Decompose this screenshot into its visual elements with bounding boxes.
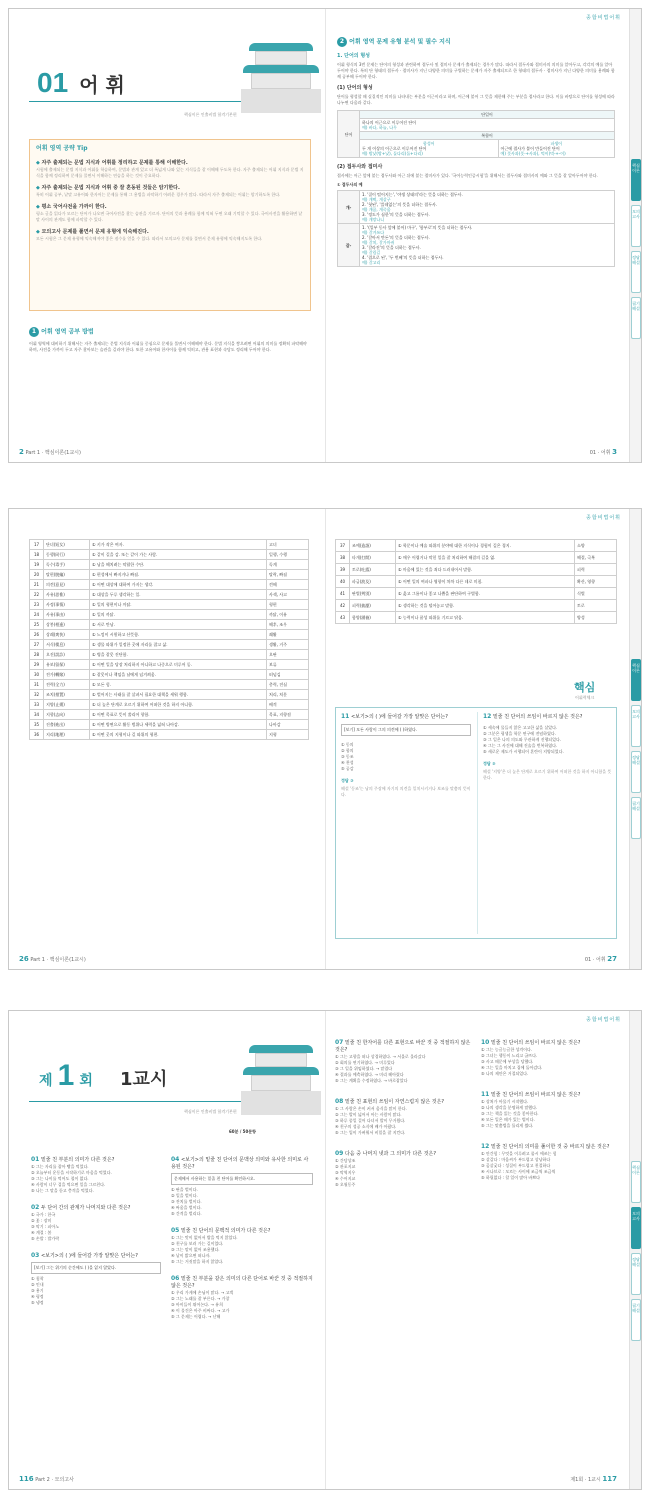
page-spread-1 <box>8 8 642 463</box>
test-subtitle: 핵심이론 인출비법 합격기본편 <box>184 1109 237 1114</box>
vocab-cell-word: 동행(同行) <box>44 550 90 560</box>
sidebar-tab[interactable]: 핵심이론 <box>631 159 641 201</box>
vocab-cell-rel: 토로 <box>575 600 617 612</box>
vocab-cell-rel: 사색, 사고 <box>267 590 309 600</box>
check-diamond-icon: ◆ <box>36 229 42 235</box>
vocab-cell-no: 27 <box>30 640 44 650</box>
vocab-cell-def: ① 일의 까닭. <box>90 610 267 620</box>
vocab-cell-rel: 쾌활 <box>267 630 309 640</box>
vocab-cell-word: 전가(轉嫁) <box>44 670 90 680</box>
vocab-cell-no: 30 <box>30 670 44 680</box>
table-row: 개- 1. '질이 떨어지는', '야생 상태의'라는 뜻을 더하는 접두사. 예) 개떡, 개살구 2. '헛된', '쓸데없는'의 뜻을 더하는 접두사. 예) 개꿈, 개죽음 3. '정도가 심한'의 뜻을 더하는 접두사. 예) 개망나니 <box>338 191 615 224</box>
subsection-body: 어휘 형식의 3번 문제는 단어의 형성과 관련하여 접두사 및 접미사 문제가 출제되는 경우가 많다. 따라서 접두사와 접미사의 의미를 알아두고, 각각의 예를 알아 두어야 한다. 특히 단 형태의 접두사 · 접미사가 지닌 다양한 의미를 구별하는 문제가 자주 출제되므로 한 형태의 접두사 · 접미사가 지닌 다양한 의미를 용례와 함께 공부해 두어야 한다. <box>337 62 615 79</box>
table-row <box>30 680 309 690</box>
sidebar-tab[interactable]: 필기해설 <box>631 297 641 339</box>
footer-right: 01 · 어휘 27 <box>584 955 617 963</box>
vocab-cell-word: 판별(判別) <box>350 588 396 600</box>
gutter <box>325 1011 326 1489</box>
vocab-cell-no: 43 <box>336 612 350 624</box>
subsection-title: (1) 단어의 형성 <box>337 85 373 91</box>
vocab-cell-def: ① 어떤 일의 여파나 영향이 차차 다른 데로 미침. <box>396 576 575 588</box>
sidebar-tab[interactable]: 모의고사 <box>631 705 641 747</box>
time-info: 60분 / 50문항 <box>229 1129 256 1134</box>
vocab-cell-def: ① 매우 어렵거나 막힌 일을 잘 처리하여 해결의 길을 엶. <box>396 552 575 564</box>
question-04: 04 <보기>의 밑줄 친 단어의 문맥상 의미와 유사한 의미로 사용된 것은? 문제에서 사용하는 밑줄 친 단어를 확인하시오. ① 판을 벌이다. ② 일을 벌이다. ③ 잔치를 벌이다. ④ 싸움을 벌이다. ⑤ 간격을 벌리다. <box>171 1156 313 1217</box>
vocab-cell-def: ① 어떤 대상에 대하여 가지는 생각. <box>90 580 267 590</box>
table-row <box>30 730 309 740</box>
chapter-heading <box>37 67 125 99</box>
tip-item: ◆ 자주 출제되는 문법 지식과 어휘 중 잘 혼동된 것들은 암기한다. 특히 어휘 공부, 낱말 고유어와 한자어는 문제를 통해 그 용법을 파악하기 어려운 경우가 많다. 따라서 자주 출제되는 어휘는 암기하도록 한다. <box>36 185 281 197</box>
header-tag: 종합비법어휘 <box>586 1017 621 1023</box>
vocab-cell-no: 17 <box>30 540 44 550</box>
vocab-cell-word: 단녀(短女) <box>44 540 90 550</box>
vocab-cell-rel: 소양 <box>575 540 617 552</box>
tip-item: ◆ 모의고사 문제를 풀면서 문제 유형에 익숙해진다. 모든 시험은 그 문제 유형에 익숙해져야 좋은 점수를 얻을 수 있다. 따라서 모의고사 문제를 풀면서 문제 유형에 익숙해지도록 한다. <box>36 229 263 241</box>
table-row <box>30 650 309 660</box>
vocab-cell-no: 19 <box>30 560 44 570</box>
vocab-cell-def: ① 벌어지는 사태를 잘 살펴서 필요한 대책을 세워 행함. <box>90 690 267 700</box>
word-formation-table: 단어 단일어 하나의 어근으로 이루어진 단어 예) 바다, 하늘, 나무 복합어 합성어 두 개 이상의 어근으로 이루어진 단어 예) 밤낮(밤+낮), 돌다리(돌+다리) 파생어 어근에 접사가 붙어 만들어진 단어 예) 풋사과(풋-+사과), 먹이(먹-+-이) <box>337 110 615 158</box>
page-spread-2 <box>8 508 642 970</box>
table-row <box>336 588 617 600</box>
vocab-cell-no: 18 <box>30 550 44 560</box>
subsection-title: 1. 단어의 형성 <box>337 53 371 59</box>
method-body: 어휘 영역에 대비하기 위해서는 자주 출제되는 문법 지식과 어휘를 중심으로 문제를 풀면서 이해해야 한다. 문법 지식을 쌓으려면 어휘의 의미를 정확히 파악해야 하며, 사전을 가까이 두고 자주 찾아보는 습관을 길러야 한다. 또한 고유어와 한자어를 함께 익히고, 관용 표현과 속담도 정리해 두어야 한다. <box>29 341 307 352</box>
vocab-cell-word: 탈편(脫編) <box>44 570 90 580</box>
table-row <box>336 564 617 576</box>
footer-right: 제1회 · 1교시 117 <box>570 1475 617 1483</box>
vocab-cell-rel: 해후, 조우 <box>267 620 309 630</box>
footer-right: 01 · 어휘 3 <box>589 448 617 456</box>
vocab-cell-word: 지향(志向) <box>44 710 90 720</box>
vocab-cell-def: ① 능력이나 품성 따위를 기르고 닦음. <box>396 612 575 624</box>
section-number-icon: 1 <box>29 327 39 337</box>
vocab-cell-def: ① 병을 잘못 진단함. <box>90 650 267 660</box>
table-row <box>336 576 617 588</box>
vocab-cell-no: 29 <box>30 660 44 670</box>
gutter <box>325 509 326 969</box>
question-02: 02 두 단어 간의 관계가 나머지와 다른 것은? ① 국가 : 한국 ② 꽃 : 장미 ③ 악기 : 피아노 ④ 계절 : 봄 ⑤ 손발 : 발가락 <box>31 1204 131 1241</box>
vocab-cell-no: 38 <box>336 552 350 564</box>
vocab-cell-def: ① 같이 길을 감. 또는 같이 가는 사람. <box>90 550 267 560</box>
vocab-cell-word: 토로(吐露) <box>350 564 396 576</box>
sidebar-tab[interactable]: 모의고사 <box>631 1207 641 1249</box>
vocab-cell-no: 39 <box>336 564 350 576</box>
sidebar-tabs <box>629 9 641 462</box>
vocab-cell-rel: 확산, 영향 <box>575 576 617 588</box>
footer-left: 26 Part 1 · 핵심이론(1교시) <box>19 955 86 963</box>
check-diamond-icon: ◆ <box>36 160 42 166</box>
section2-title: 어휘 영역 문제 유형 분석 및 필수 지식 <box>349 38 451 46</box>
vocab-cell-def: ① 모든 힘. <box>90 680 267 690</box>
vocab-cell-rel: 견해 <box>267 580 309 590</box>
tip-box <box>29 139 311 311</box>
table-row <box>30 560 309 570</box>
table-row <box>336 612 617 624</box>
vocab-cell-no: 31 <box>30 680 44 690</box>
vocab-cell-def: ① 느낌이 시원하고 산뜻함. <box>90 630 267 640</box>
vocab-cell-rel: 고녀 <box>267 540 309 550</box>
sidebar-tab[interactable]: 필기해설 <box>631 1299 641 1341</box>
tip-item: ◆ 자주 출제되는 문법 지식과 어휘를 정리하고 문제를 통해 이해한다. 시험에 출제되는 문법 지식과 어휘를 학습하여, 문법과 관계 있고 더 폭넓게 나와 있는 지식들을 잘 이해해 두도록 한다. 자주 출제되는 어휘 지식과 문법 지식을 함께 정리하여 문제를 풀면서 이해하는 연습을 하는 것이 중요하다. <box>36 160 304 178</box>
vocab-cell-no: 36 <box>30 730 44 740</box>
footer-left: 116 Part 2 · 모의고사 <box>19 1475 74 1483</box>
vocab-cell-word: 피력(披瀝) <box>350 600 396 612</box>
vocab-cell-word: 상쾌(爽快) <box>44 630 90 640</box>
vocab-cell-word: 사유(思惟) <box>44 590 90 600</box>
question-01: 01 밑줄 친 부분의 의미가 다른 것은? ① 그는 자리를 잡아 빵을 먹었다. ② 오늘부터 운동을 시작하기로 마음을 먹었다. ③ 그는 나이를 먹어도 철이 없다. ④ 사람이 너무 겁을 먹으면 일을 그르친다. ⑤ 나는 그 말을 듣고 충격을 먹었다. <box>31 1156 115 1193</box>
vocab-table <box>335 539 617 624</box>
quiz-box <box>335 707 617 939</box>
vocab-cell-rel: 일행, 수행 <box>267 550 309 560</box>
prefix-title: ① 접두사의 예 <box>337 182 363 187</box>
vocab-cell-word: 조치(措置) <box>44 690 90 700</box>
subsection-body: 접사에는 어근 앞에 붙는 접두사와 어근 뒤에 붙는 접미사가 있다. '국어능력인증시험'을 위해서는 접두사와 접미사의 예와 그 뜻을 잘 알아두어야 한다. <box>337 173 598 178</box>
sidebar-tab[interactable]: 핵심이론 <box>631 659 641 701</box>
table-row <box>336 552 617 564</box>
vocab-cell-word: 진출(進出) <box>44 720 90 730</box>
vocab-cell-def: ① 키가 작은 여자. <box>90 540 267 550</box>
vocab-cell-rel: 독계 <box>267 560 309 570</box>
table-row <box>30 720 309 730</box>
table-row <box>30 700 309 710</box>
tip-title: 어휘 영역 공략 Tip <box>36 145 88 152</box>
vocab-cell-def: ① 학문이나 예술 따위의 분야에 대한 지식이나 경험이 깊은 경지. <box>396 540 575 552</box>
sidebar-tab[interactable]: 정답해설 <box>631 1253 641 1295</box>
vocab-cell-rel: 처리, 처분 <box>267 690 309 700</box>
vocab-cell-no: 21 <box>30 580 44 590</box>
vocab-cell-def: ① 일의 형편이나 까닭. <box>90 600 267 610</box>
gutter <box>325 9 326 462</box>
table-row <box>30 640 309 650</box>
vocab-cell-no: 41 <box>336 588 350 600</box>
vocab-cell-def: ① 어떤 일을 당장 처리하지 아니하고 나중으로 미루어 둠. <box>90 660 267 670</box>
check-diamond-icon: ◆ <box>36 185 42 191</box>
prefix-table <box>337 190 615 267</box>
subsection-body: 단어를 형성할 때 실질적인 의미를 나타내는 부분을 어근이라고 하며, 어근에 붙어 그 뜻을 제한해 주는 부분을 접사라고 한다. 이를 바탕으로 단어를 형성에 따라 나누면 다음과 같다. <box>337 94 615 105</box>
vocab-cell-word: 독수(毒手) <box>44 560 90 570</box>
vocab-cell-rel: 해결, 극복 <box>575 552 617 564</box>
sidebar-tab[interactable]: 핵심이론 <box>631 1161 641 1203</box>
table-row <box>30 570 309 580</box>
table-row <box>30 710 309 720</box>
vocab-table-left <box>29 539 309 740</box>
vocab-cell-def: ① 더 높은 단계로 오르기 위하여 어떠한 것을 하지 아니함. <box>90 700 267 710</box>
quiz-question: 12 밑줄 친 단어의 쓰임이 바르지 않은 것은? ① 세속에 물들지 않은 고고한 삶을 살았다. ② 그분은 평생을 학문 연구에 전념하였다. ③ 그 일은 나의 의도와 무관하게 진행되었다. ④ 그는 그 사건에 대해 진술을 번복하였다. ⑤ 새로운 제도가 시행되어 혼란이 지양되었다. 정답 ⑤ 해설 '지양'은 더 높은 단계로 오르기 위하여 어떠한 것을 하지 아니함을 뜻한다. <box>483 713 612 780</box>
vocab-cell-word: 전력(全力) <box>44 680 90 690</box>
vocab-cell-def: ① 어떤 목표로 뜻이 쏠리어 향함. <box>90 710 267 720</box>
table-row <box>30 630 309 640</box>
vocab-cell-word: 의견(意見) <box>44 580 90 590</box>
vocab-cell-word: 지양(止揚) <box>44 700 90 710</box>
subsection-title: (2) 접두사와 접미사 <box>337 164 383 170</box>
vocab-cell-def: ① 생물 따위가 일정한 곳에 자리를 잡고 삶. <box>90 640 267 650</box>
vocab-cell-word: 유보(留保) <box>44 660 90 670</box>
vocab-cell-rel: 피력 <box>575 564 617 576</box>
tip-item: ◆ 평소 국어사전을 가까이 한다. 평소 글을 읽다가 모르는 단어가 나오면 국어사전을 찾는 습관을 기르자. 단어의 뜻과 용례를 함께 익혀 두면 오래 기억할 수 있다. 국어사전을 활용하면 낱말 사이의 관계도 함께 파악할 수 있다. <box>36 204 303 222</box>
vocab-cell-no: 20 <box>30 570 44 580</box>
sidebar-tab[interactable]: 정답해설 <box>631 251 641 293</box>
question-08: 08 밑줄 친 표현의 쓰임이 자연스럽지 않은 것은? ① 그 사람은 손이 커서 음식을 많이 한다. ② 그는 발이 넓어서 아는 사람이 많다. ③ 하루 종일 걸어 다녀서 발이 무거웠다. ④ 친구의 성공 소식에 배가 아팠다. ⑤ 그는 입이 가벼워서 비밀을 잘 지킨다. <box>335 1098 445 1135</box>
table-row <box>30 620 309 630</box>
sidebar-tabs <box>629 1011 641 1489</box>
vocab-cell-no: 25 <box>30 620 44 630</box>
footer-left: 2 Part 1 · 핵심이론(1교시) <box>19 448 81 456</box>
chapter-number: 01 <box>37 67 69 98</box>
vocab-cell-def: ① 대상을 두루 생각하는 일. <box>90 590 267 600</box>
vocab-cell-def: ① 어떤 방면으로 활동 범위나 세력을 넓혀 나아감. <box>90 720 267 730</box>
question-12: 12 밑줄 친 단어의 의미를 풀이한 것 중 바르지 않은 것은? ① 안간힘 : 무엇을 이루려고 몹시 애쓰는 힘 ② 살갑다 : 마음씨가 부드럽고 상냥하다 ③ 곰살궂다 : 성질이 부드럽고 친절하다 ④ 시나브로 : 모르는 사이에 조금씩 조금씩 ⑤ 하릴없다 : 할 일이 많아 바쁘다 <box>481 1143 610 1180</box>
vocab-cell-rel: 나아감 <box>267 720 309 730</box>
vocab-cell-rel: 까닭, 이유 <box>267 610 309 620</box>
question-11: 11 밑줄 친 단어의 쓰임이 바르지 않은 것은? ① 상처가 아물기 시작했다. ② 나의 생각을 분명하게 말했다. ③ 그는 책을 읽는 것을 좋아한다. ④ 모든 일은 때가 있는 법이다. ⑤ 그는 맞춤법을 틀리게 썼다. <box>481 1091 581 1128</box>
vocab-cell-no: 40 <box>336 576 350 588</box>
table-row <box>30 610 309 620</box>
vocab-cell-rel: 형편 <box>267 600 309 610</box>
question-column-4 <box>481 1039 617 1181</box>
question-column-1 <box>31 1156 161 1306</box>
chapter-subtitle: 핵심이론 인출비법 합격기본편 <box>184 112 237 117</box>
table-row <box>30 540 309 550</box>
vocab-cell-word: 파급(波及) <box>350 576 396 588</box>
test-title: 1교시 <box>120 1069 168 1090</box>
vocab-cell-no: 34 <box>30 710 44 720</box>
vocab-cell-word: 사정(事情) <box>44 600 90 610</box>
check-diamond-icon: ◆ <box>36 204 42 210</box>
question-column-2 <box>171 1156 313 1320</box>
tower-illustration <box>241 1035 321 1115</box>
vocab-table-right <box>335 539 617 624</box>
sidebar-tab[interactable]: 정답해설 <box>631 751 641 793</box>
vocab-table <box>29 539 309 740</box>
chapter-title: 어 휘 <box>79 73 125 97</box>
question-06: 06 밑줄 친 부분을 같은 의미의 다른 단어로 바꾼 것 중 적절하지 않은 것은? ① 우리 가게에 손님이 많다. → 고객 ② 그는 노래를 잘 부른다. → 가창 ③ 아이들이 뛰어논다. → 유희 ④ 이 물건은 아주 비싸다. → 고가 ⑤ 그 문제는 어렵다. → 난해 <box>171 1275 313 1319</box>
tip-list <box>36 160 306 242</box>
vocab-cell-no: 37 <box>336 540 350 552</box>
check-badge: 핵심 어휘력체크 <box>574 682 596 700</box>
vocab-cell-def: ① 생각하는 것을 털어놓고 말함. <box>396 600 575 612</box>
header-tag: 종합비법어휘 <box>586 15 621 21</box>
vocab-cell-def: ① 남을 해치려는 악랄한 수단. <box>90 560 267 570</box>
table-row <box>30 580 309 590</box>
vocab-cell-no: 42 <box>336 600 350 612</box>
question-09: 09 다음 중 나머지 넷과 그 의미가 다른 것은? ① 간담상조 ② 관포지교 ③ 막역지우 ④ 수어지교 ⑤ 오월동주 <box>335 1150 437 1187</box>
vocab-cell-rel: 떠넘김 <box>267 670 309 680</box>
table-row <box>30 670 309 680</box>
vocab-cell-word: 함양(涵養) <box>350 612 396 624</box>
method-title: 어휘 영역 공부 방법 <box>41 328 94 336</box>
sidebar-tab[interactable]: 필기해설 <box>631 797 641 839</box>
vocab-cell-word: 상봉(相逢) <box>44 620 90 630</box>
vocab-cell-rel: 보류 <box>267 660 309 670</box>
vocab-cell-def: ① 잘못이나 책임을 남에게 넘겨씌움. <box>90 670 267 680</box>
vocab-cell-rel: 양성 <box>575 612 617 624</box>
vocab-cell-def: ① 서로 만남. <box>90 620 267 630</box>
vocab-cell-no: 22 <box>30 590 44 600</box>
vocab-cell-word: 오진(誤診) <box>44 650 90 660</box>
vocab-cell-word: 타개(打開) <box>350 552 396 564</box>
vocab-cell-rel: 목표, 지향점 <box>267 710 309 720</box>
vocab-cell-no: 33 <box>30 700 44 710</box>
question-column-3 <box>335 1039 475 1188</box>
vocab-cell-no: 24 <box>30 610 44 620</box>
table-row <box>30 550 309 560</box>
vocab-cell-def: ① 옳고 그름이나 좋고 나쁨을 판단하여 구별함. <box>396 588 575 600</box>
header-tag: 종합비법어휘 <box>586 515 621 521</box>
vocab-cell-no: 26 <box>30 630 44 640</box>
table-row <box>336 540 617 552</box>
vocab-cell-no: 35 <box>30 720 44 730</box>
vocab-cell-word: 지리(地理) <box>44 730 90 740</box>
table-row: 갈- 1. '(일부 동사 앞에 붙어) 마구', '함부로'의 뜻을 더하는 접두사. 예) 갈겨쓰다 2. '갈아서 만든'의 뜻을 더하는 접두사. 예) 갈치, 갈가마귀 3. '갈라진'의 뜻을 더하는 접두사. 예) 갈림길 4. '겹으로 된', '두 번째'의 뜻을 더하는 접두사. 예) 갈고리 <box>338 224 615 267</box>
vocab-cell-rel: 탈락, 빠짐 <box>267 570 309 580</box>
vocab-cell-rel: 생활, 거주 <box>267 640 309 650</box>
tower-illustration <box>241 33 321 113</box>
vocab-cell-def: ① 어떤 곳의 지형이나 길 따위의 형편. <box>90 730 267 740</box>
vocab-cell-word: 서식(棲息) <box>44 640 90 650</box>
sidebar-tabs <box>629 509 641 969</box>
vocab-cell-word: 조예(造詣) <box>350 540 396 552</box>
section-number-icon: 2 <box>337 37 347 47</box>
vocab-cell-rel: 식별 <box>575 588 617 600</box>
vocab-cell-no: 32 <box>30 690 44 700</box>
test-heading: 제 1 회 1교시 <box>39 1059 168 1092</box>
vocab-cell-rel: 총력, 전심 <box>267 680 309 690</box>
question-10: 10 밑줄 친 단어의 쓰임이 바르지 않은 것은? ① 그는 능글능글한 성격이다. ② 그녀는 행동이 느리고 굼뜨다. ③ 사고 때문에 부상을 당했다. ④ 그는 일을 마치고 집에 돌아갔다. ⑤ 나의 제안은 거절되었다. <box>481 1039 581 1076</box>
page-spread-3 <box>8 1010 642 1490</box>
table-row <box>30 600 309 610</box>
question-07: 07 밑줄 친 한자어를 다른 표현으로 바꾼 것 중 적절하지 않은 것은? ① 그는 고향을 떠나 상경하였다. → 서울로 올라갔다 ② 회의를 연기하였다. → 미루었다 ③ 그 일을 위임하였다. → 맡겼다 ④ 결과를 예측하였다. → 미리 헤아렸다 ⑤ 그는 계획을 수정하였다. → 바로잡았다 <box>335 1039 471 1083</box>
question-05: 05 밑줄 친 단어의 문맥적 의미가 다른 것은? ① 그는 맛이 없어서 밥을 먹지 않았다. ② 친구를 보러 가는 길이었다. ③ 그는 말이 없어 조용했다. ④ 날이 밝으면 떠나자. ⑤ 그는 거짓말을 하지 않았다. <box>171 1227 271 1264</box>
vocab-cell-no: 28 <box>30 650 44 660</box>
vocab-cell-word: 사유(事由) <box>44 610 90 620</box>
sidebar-tab[interactable]: 모의고사 <box>631 205 641 247</box>
table-row <box>30 690 309 700</box>
vocab-cell-def: ① 마음에 있는 것을 죄다 드러내어서 말함. <box>396 564 575 576</box>
vocab-cell-rel: 배격 <box>267 700 309 710</box>
right-page-content <box>337 37 615 267</box>
vocab-cell-rel: 오판 <box>267 650 309 660</box>
question-03: 03 <보기>의 ( )에 들어갈 가장 알맞은 단어는? [보기] 그는 위기의 순간에도 ( )을 잃지 않았다. ① 침착 ② 인내 ③ 용기 ④ 평정 ⑤ 냉정 <box>31 1252 161 1306</box>
vocab-cell-rel: 지형 <box>267 730 309 740</box>
quiz-question: 11 <보기>의 ( )에 들어갈 가장 알맞은 단어는? [보기] 모든 사람이 그의 의견에 ( )하였다. ① 동의 ② 합의 ③ 동조 ④ 찬성 ⑤ 공감 정답 ③ 해설 '동조'는 남의 주장에 자기의 의견을 일치시키거나 보조를 맞춤의 뜻이다. <box>341 713 471 797</box>
table-row <box>30 660 309 670</box>
table-row <box>336 600 617 612</box>
table-row <box>30 590 309 600</box>
method-section <box>29 327 311 353</box>
vocab-cell-def: ① 편성에서 빠지거나 빠짐. <box>90 570 267 580</box>
vocab-cell-no: 23 <box>30 600 44 610</box>
